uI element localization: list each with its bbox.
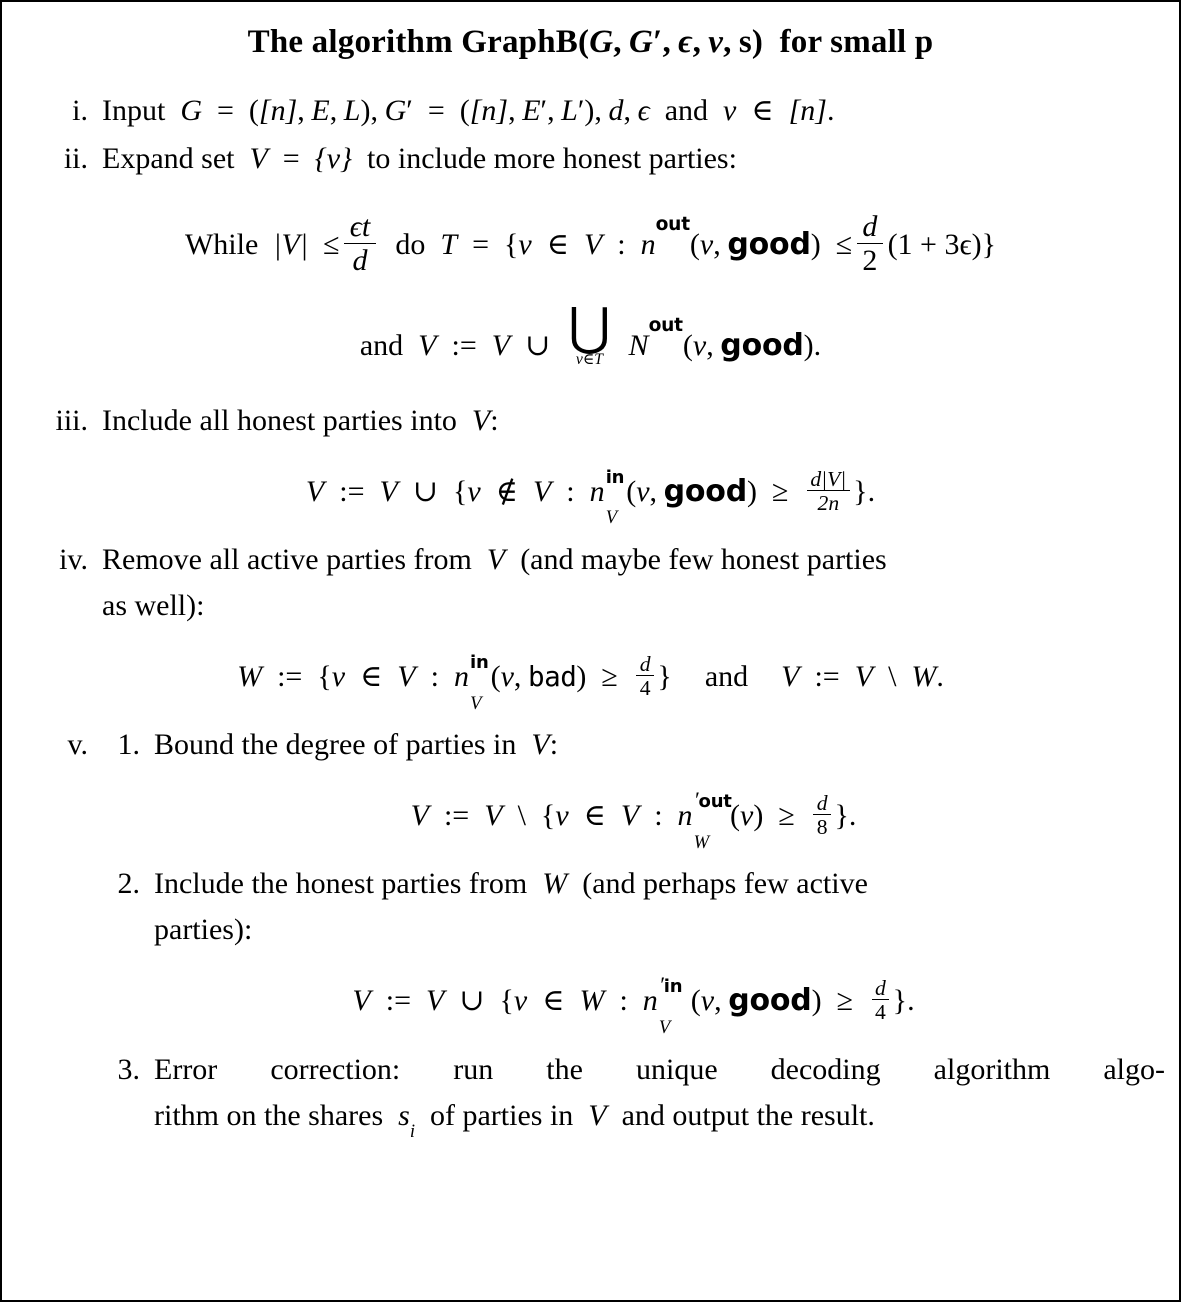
math-leq: ≤ [323,228,340,261]
math-comma: , [706,329,714,363]
fraction-epsilon-t-over-d [344,212,375,277]
superscript-in: in [663,976,683,998]
math-bracket-n-2: [n] [469,94,509,127]
math-v: v [692,329,707,363]
subscript-W: W [693,831,710,853]
math-E2: E [522,94,541,127]
math-geq: ≥ [601,659,618,693]
fraction-numerator: d [862,210,878,243]
superscript-out: out [655,213,690,235]
math-open-paren-2: ( [459,94,470,127]
math-period: . [936,659,944,693]
math-close-paren: ) [803,329,814,363]
math-V: V [418,329,437,363]
sub-2-line2: parties): [154,913,253,947]
math-W2: W [579,984,605,1018]
title-arg-s: s [738,24,752,60]
math-v2: v [636,474,650,508]
title-arg-v: v [708,24,724,60]
superscript-prime-in [659,971,683,999]
math-V2: V [583,228,603,261]
math-epsilon: ϵ [637,94,650,127]
list-item-ii [16,136,1165,182]
math-open-paren: ( [689,228,700,261]
math-colon: : [619,984,628,1018]
math-comma: , [297,94,305,127]
math-comma: , [594,94,602,127]
math-comma: , [649,474,658,508]
title-tail: for small p [779,24,934,60]
figure-title [16,20,1165,64]
math-V: V [410,799,429,833]
math-comma: , [370,94,378,127]
math-comma: , [713,228,721,261]
sub-2-line1b: (and perhaps few active [582,867,868,901]
math-period: . [867,474,876,508]
equation-iii-1 [16,466,1165,529]
math-V3: V [532,474,552,508]
item-iii-lead: Include all honest parties into [102,403,457,437]
math-n: n [640,228,656,261]
math-element-of: ∈ [583,799,606,833]
math-equals: = [472,228,489,261]
math-period: . [848,799,857,833]
prime-mark: ′ [658,972,664,998]
math-cup: ∪ [525,329,551,363]
list-item-iv [16,537,1165,629]
superscript-out: out [698,790,732,812]
math-colon: : [430,659,439,693]
math-W2: W [911,659,937,693]
math-open-paren: ( [490,659,501,693]
title-comma-1: , [613,24,622,60]
fraction-numerator: d [639,651,651,676]
subscript-V: V [658,1016,671,1038]
math-open-paren: ( [690,984,701,1018]
list-item-iii [16,398,1165,444]
math-d: d [608,94,624,127]
item-iv-line1a: Remove all active parties from [102,542,472,576]
math-V2: V [379,474,398,508]
math-v2: v [500,659,514,693]
math-open-paren: ( [626,474,637,508]
math-V: V [486,542,506,576]
math-colon: : [617,228,626,261]
math-bracket-n-3: [n] [788,94,827,127]
math-comma: , [623,94,632,127]
math-G: G [180,94,202,127]
item-marker-iv: iv. [59,542,88,576]
fraction-d-over-4 [636,653,654,700]
math-E: E [311,94,330,127]
math-close-paren: ) [360,94,371,127]
sub-item-marker-1: 1. [117,728,140,762]
math-close-paren-2: ) [584,94,595,127]
math-element-of: ∈ [542,984,565,1018]
item-iv-line2: as well): [102,588,205,622]
math-V2: V [426,984,445,1018]
math-v2: v [699,228,714,261]
math-V: V [249,142,268,175]
math-assign: := [443,799,470,833]
math-G2: G [384,94,407,127]
superscript-in: in [605,467,625,489]
math-W: W [542,867,568,901]
title-comma-2: , [662,24,671,60]
math-assign: := [277,659,303,693]
math-n: n [642,984,658,1018]
item-marker-v: v. [67,728,88,762]
item-ii-tail: to include more honest parties: [367,142,737,175]
title-comma-4: , [723,24,732,60]
math-open-paren: ( [682,329,693,363]
math-L2: L [561,94,578,127]
item-ii-lead: Expand set [102,142,235,175]
sub-item-v-1 [102,722,1165,768]
sub-item-marker-3: 3. [117,1052,140,1086]
fraction-denominator: d [344,243,375,278]
item-body-i [102,88,1165,134]
math-rbrace: } [853,474,868,508]
math-close-paren: ) [747,474,757,508]
math-n: n [677,799,693,833]
math-prime: ′ [540,94,548,127]
sub-item-v-2 [102,861,1165,953]
word-do: do [395,228,426,261]
math-T: T [440,228,458,261]
fraction-denominator: 2n [807,490,850,515]
title-arg-epsilon: ϵ [678,24,693,60]
math-V: V [471,403,491,437]
fraction-denominator: 4 [872,999,890,1024]
math-assign: := [385,984,412,1018]
sub-3-line2b: of parties in [429,1098,574,1132]
figure-inner [2,2,1179,1300]
math-period: . [813,329,822,363]
math-setminus: \ [888,659,897,693]
math-open-paren: ( [730,799,741,833]
math-equals-2: = [427,94,445,127]
item-marker-iii: iii. [55,403,88,437]
label-good: good [720,328,804,364]
label-good: good [728,983,812,1019]
math-colon: : [566,474,575,508]
equation-v-2 [102,972,1165,1038]
math-V: V [588,1098,607,1132]
label-bad: bad [527,659,577,693]
math-s: s [398,1098,410,1132]
math-V: V [352,984,371,1018]
sub-item-body-2 [154,861,1165,953]
label-good: good [727,227,811,262]
math-rbrace: } [657,659,672,693]
math-close-paren: ) [811,984,822,1018]
math-geq: ≥ [836,984,854,1018]
sub-item-marker-2: 2. [117,867,140,901]
prime-mark: ′ [693,786,699,812]
math-V3: V [854,659,874,693]
label-good: good [663,473,747,509]
bigcup-limit: v∈T [575,351,603,369]
fraction-numerator: d|V| [810,466,847,491]
math-geq: ≥ [772,474,789,508]
list-item-v [16,722,1165,1143]
math-period: . [826,94,835,127]
math-N: N [628,329,649,363]
math-rbrace: } [834,799,849,833]
equation-ii-2 [16,299,1165,369]
math-cup: ∪ [459,984,485,1018]
math-L: L [343,94,361,127]
math-assign: := [339,474,365,508]
math-element-of: ∈ [751,94,774,127]
math-lbrace: { [540,799,556,833]
math-V2: V [484,799,503,833]
sub-1-lead: Bound the degree of parties in [154,728,517,762]
math-v: v [518,228,532,261]
equation-ii-1 [16,212,1165,277]
list-item-i [16,88,1165,134]
math-set-v: {v} [314,142,353,175]
math-colon: : [490,403,499,437]
math-v: v [467,474,481,508]
math-assign: := [451,329,477,363]
sub-item-body-3 [154,1047,1165,1143]
math-v: v [513,984,528,1018]
math-V2: V [491,329,511,363]
word-while: While [184,228,259,261]
math-v: v [723,94,737,127]
title-arg-Gprime: G [628,24,653,60]
title-prime: ′ [652,24,663,60]
math-v2: v [740,799,754,833]
math-lbrace: { [503,228,519,261]
bigcup-glyph: ⋃ [568,299,611,357]
word-and: and [704,659,749,693]
item-iv-line1b: (and maybe few honest parties [520,542,887,576]
big-union-operator [568,299,611,369]
word-and: and [664,94,709,127]
equation-v-1 [102,786,1165,853]
fraction-denominator: 4 [636,675,654,700]
math-V: V [305,474,325,508]
sub-item-body-1 [154,722,1165,768]
math-rbrace: } [892,984,908,1018]
fraction-numerator: ϵt [349,210,371,243]
math-geq: ≥ [778,799,795,833]
item-body-iv [102,537,1165,629]
fraction-dV-over-2n [807,468,850,515]
math-comma: , [329,94,338,127]
math-close-paren: ) [810,228,821,261]
math-v: v [331,659,346,693]
math-not-element-of: ∉ [495,474,518,508]
superscript-out: out [648,314,683,336]
sub-3-line1: Error correction: run the unique decoding algorithm algo- [154,1052,1165,1086]
math-V: V [397,659,416,693]
word-and: and [359,329,404,363]
math-bracket-n-1: [n] [258,94,298,127]
title-comma-3: , [692,24,702,60]
math-lbrace: { [452,474,468,508]
item-body-ii [102,136,1165,182]
math-v: v [555,799,569,833]
math-open-paren: ( [248,94,259,127]
fraction-d-over-4 [872,977,890,1024]
math-comma: , [547,94,555,127]
math-prime: ′ [577,94,585,127]
fraction-d-over-2 [857,212,883,277]
math-period: . [907,984,915,1018]
sub-3-line2 [154,1093,1165,1143]
math-abs-V: |V| [273,228,309,261]
sub-3-line2a: rithm on the shares [154,1098,384,1132]
fraction-denominator: 2 [857,243,883,278]
sub-2-line1a: Include the honest parties from [154,867,528,901]
superscript-prime-out [694,786,732,814]
item-body-iii [102,398,1165,444]
fraction-d-over-8 [813,792,831,839]
item-i-word-input: Input [102,94,166,127]
sub-item-v-3 [102,1047,1165,1143]
math-comma: , [513,659,522,693]
math-tail-1-plus-3eps: (1 + 3ϵ)} [887,228,997,261]
math-V3: V [620,799,640,833]
math-V: V [531,728,550,762]
subscript-i: i [409,1121,415,1143]
title-close-paren: ) [751,24,764,60]
title-lead: The algorithm GraphB( [247,24,590,60]
title-arg-G: G [589,24,614,60]
math-setminus: \ [517,799,526,833]
subscript-V: V [605,507,618,529]
math-n: n [589,474,605,508]
math-close-paren: ) [753,799,764,833]
math-lbrace: { [317,659,332,693]
math-colon: : [549,728,559,762]
math-comma: , [714,984,722,1018]
math-element-of: ∈ [546,228,569,261]
math-close-paren: ) [576,659,587,693]
math-equals: = [282,142,300,175]
math-element-of: ∈ [360,659,383,693]
math-leq-2: ≤ [835,228,853,261]
math-V2: V [781,659,800,693]
item-marker-i: i. [72,94,88,127]
math-colon: : [654,799,663,833]
fraction-numerator: d [816,791,828,816]
math-comma: , [508,94,516,127]
math-v2: v [700,984,715,1018]
superscript-in: in [470,652,489,674]
math-equals: = [217,94,234,127]
math-W: W [237,659,263,693]
math-assign-2: := [814,659,840,693]
item-marker-ii: ii. [63,142,88,175]
subscript-V: V [470,692,482,714]
sub-3-line2c: and output the result. [621,1098,875,1132]
equation-iv-1 [16,651,1165,714]
math-n: n [453,659,469,693]
item-v-subitems [102,722,1165,1143]
math-cup: ∪ [412,474,438,508]
math-lbrace: { [499,984,514,1018]
math-prime: ′ [406,94,413,127]
fraction-numerator: d [874,976,886,1001]
fraction-denominator: 8 [813,814,831,839]
